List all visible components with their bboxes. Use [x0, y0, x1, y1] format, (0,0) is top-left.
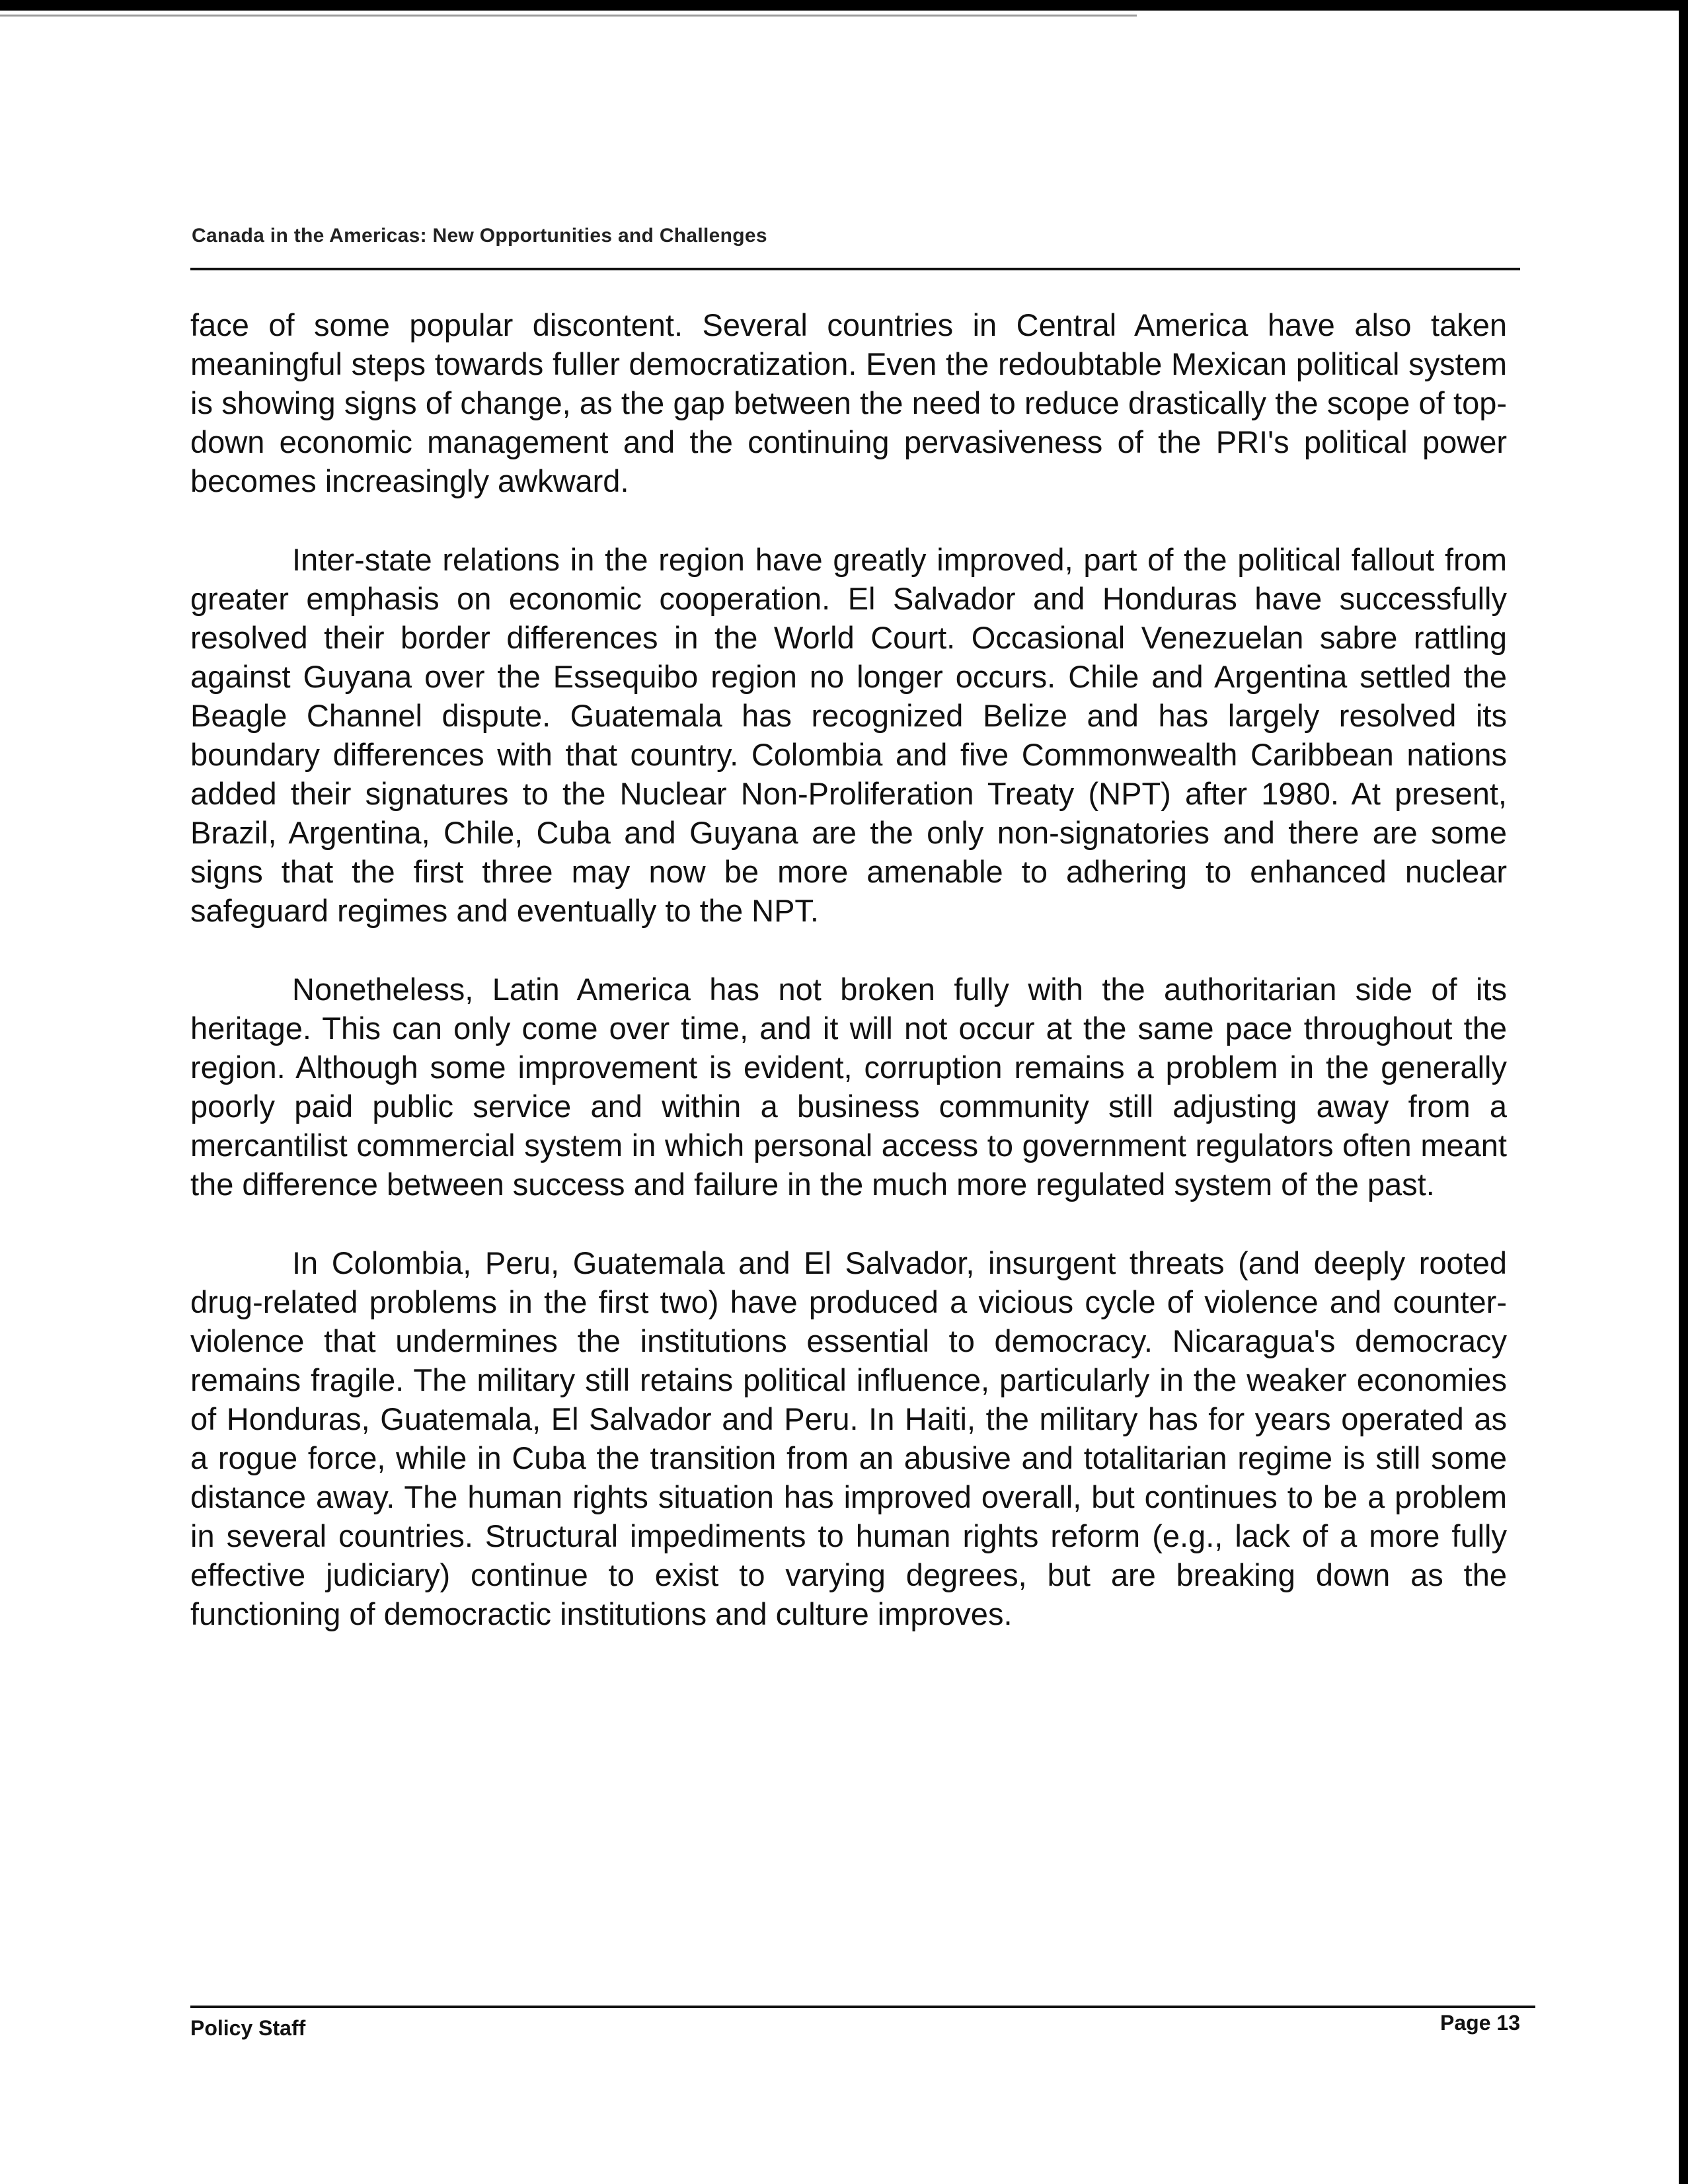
scan-border-right — [1679, 0, 1688, 2184]
paragraph-inter-state-relations: Inter-state relations in the region have greatly improved, part of the political fallout from greater emphasis on economic cooperation. El Salvador and Honduras have successfully resolved their border differences in the World Court. Occasional Venezuelan sabre rattling against Guyana over the Essequibo region no longer occurs. Chile and Argentina settled the Beagle Channel dispute. Guatemala has recognized Belize and has largely resolved its boundary differences with that country. Colombia and five Commonwealth Caribbean nations added their signatures to the Nuclear Non-Proliferation Treaty (NPT) after 1980. At present, Brazil, Argentina, Chile, Cuba and Guyana are the only non-signatories and there are some signs that the first three may now be more amenable to adhering to enhanced nuclear safeguard regimes and eventually to the NPT. — [190, 542, 1507, 928]
header-rule — [190, 268, 1520, 270]
body-text — [190, 305, 1507, 1673]
scan-border-top — [0, 0, 1688, 11]
footer-policy-staff: Policy Staff — [190, 2016, 306, 2040]
footer-rule — [190, 2006, 1535, 2008]
paragraph-insurgent-threats: In Colombia, Peru, Guatemala and El Salvador, insurgent threats (and deeply rooted drug-related problems in the first two) have produced a vicious cycle of violence and counter-violence that undermines the institutions essential to democracy. Nicaragua's democracy remains fragile. The military still retains political influence, particularly in the weaker economies of Honduras, Guatemala, El Salvador and Peru. In Haiti, the military has for years operated as a rogue force, while in Cuba the transition from an abusive and totalitarian regime is still some distance away. The human rights situation has improved overall, but continues to be a problem in several countries. Structural impediments to human rights reform (e.g., lack of a more fully effective judiciary) continue to exist to varying degrees, but are breaking down as the functioning of democractic institutions and culture improves. — [190, 1245, 1507, 1631]
running-header: Canada in the Americas: New Opportunities and Challenges — [192, 225, 767, 247]
paragraph-continuation: face of some popular discontent. Several countries in Central America have also taken meaningful steps towards fuller democratization. Even the redoubtable Mexican political system is showing signs of change, as the gap between the need to reduce drastically the scope of top-down economic management and the continuing pervasiveness of the PRI's political power becomes increasingly awkward. — [190, 307, 1507, 498]
footer-page-number: Page 13 — [1440, 2011, 1520, 2035]
paragraph-authoritarian-heritage: Nonetheless, Latin America has not broken fully with the authoritarian side of its heritage. This can only come over time, and it will not occur at the same pace throughout the region. Although some improvement is evident, corruption remains a problem in the generally poorly paid public service and within a business community still adjusting away from a mercantilist commercial system in which personal access to government regulators often meant the difference between success and failure in the much more regulated system of the past. — [190, 972, 1507, 1202]
scan-border-line — [0, 15, 1137, 17]
